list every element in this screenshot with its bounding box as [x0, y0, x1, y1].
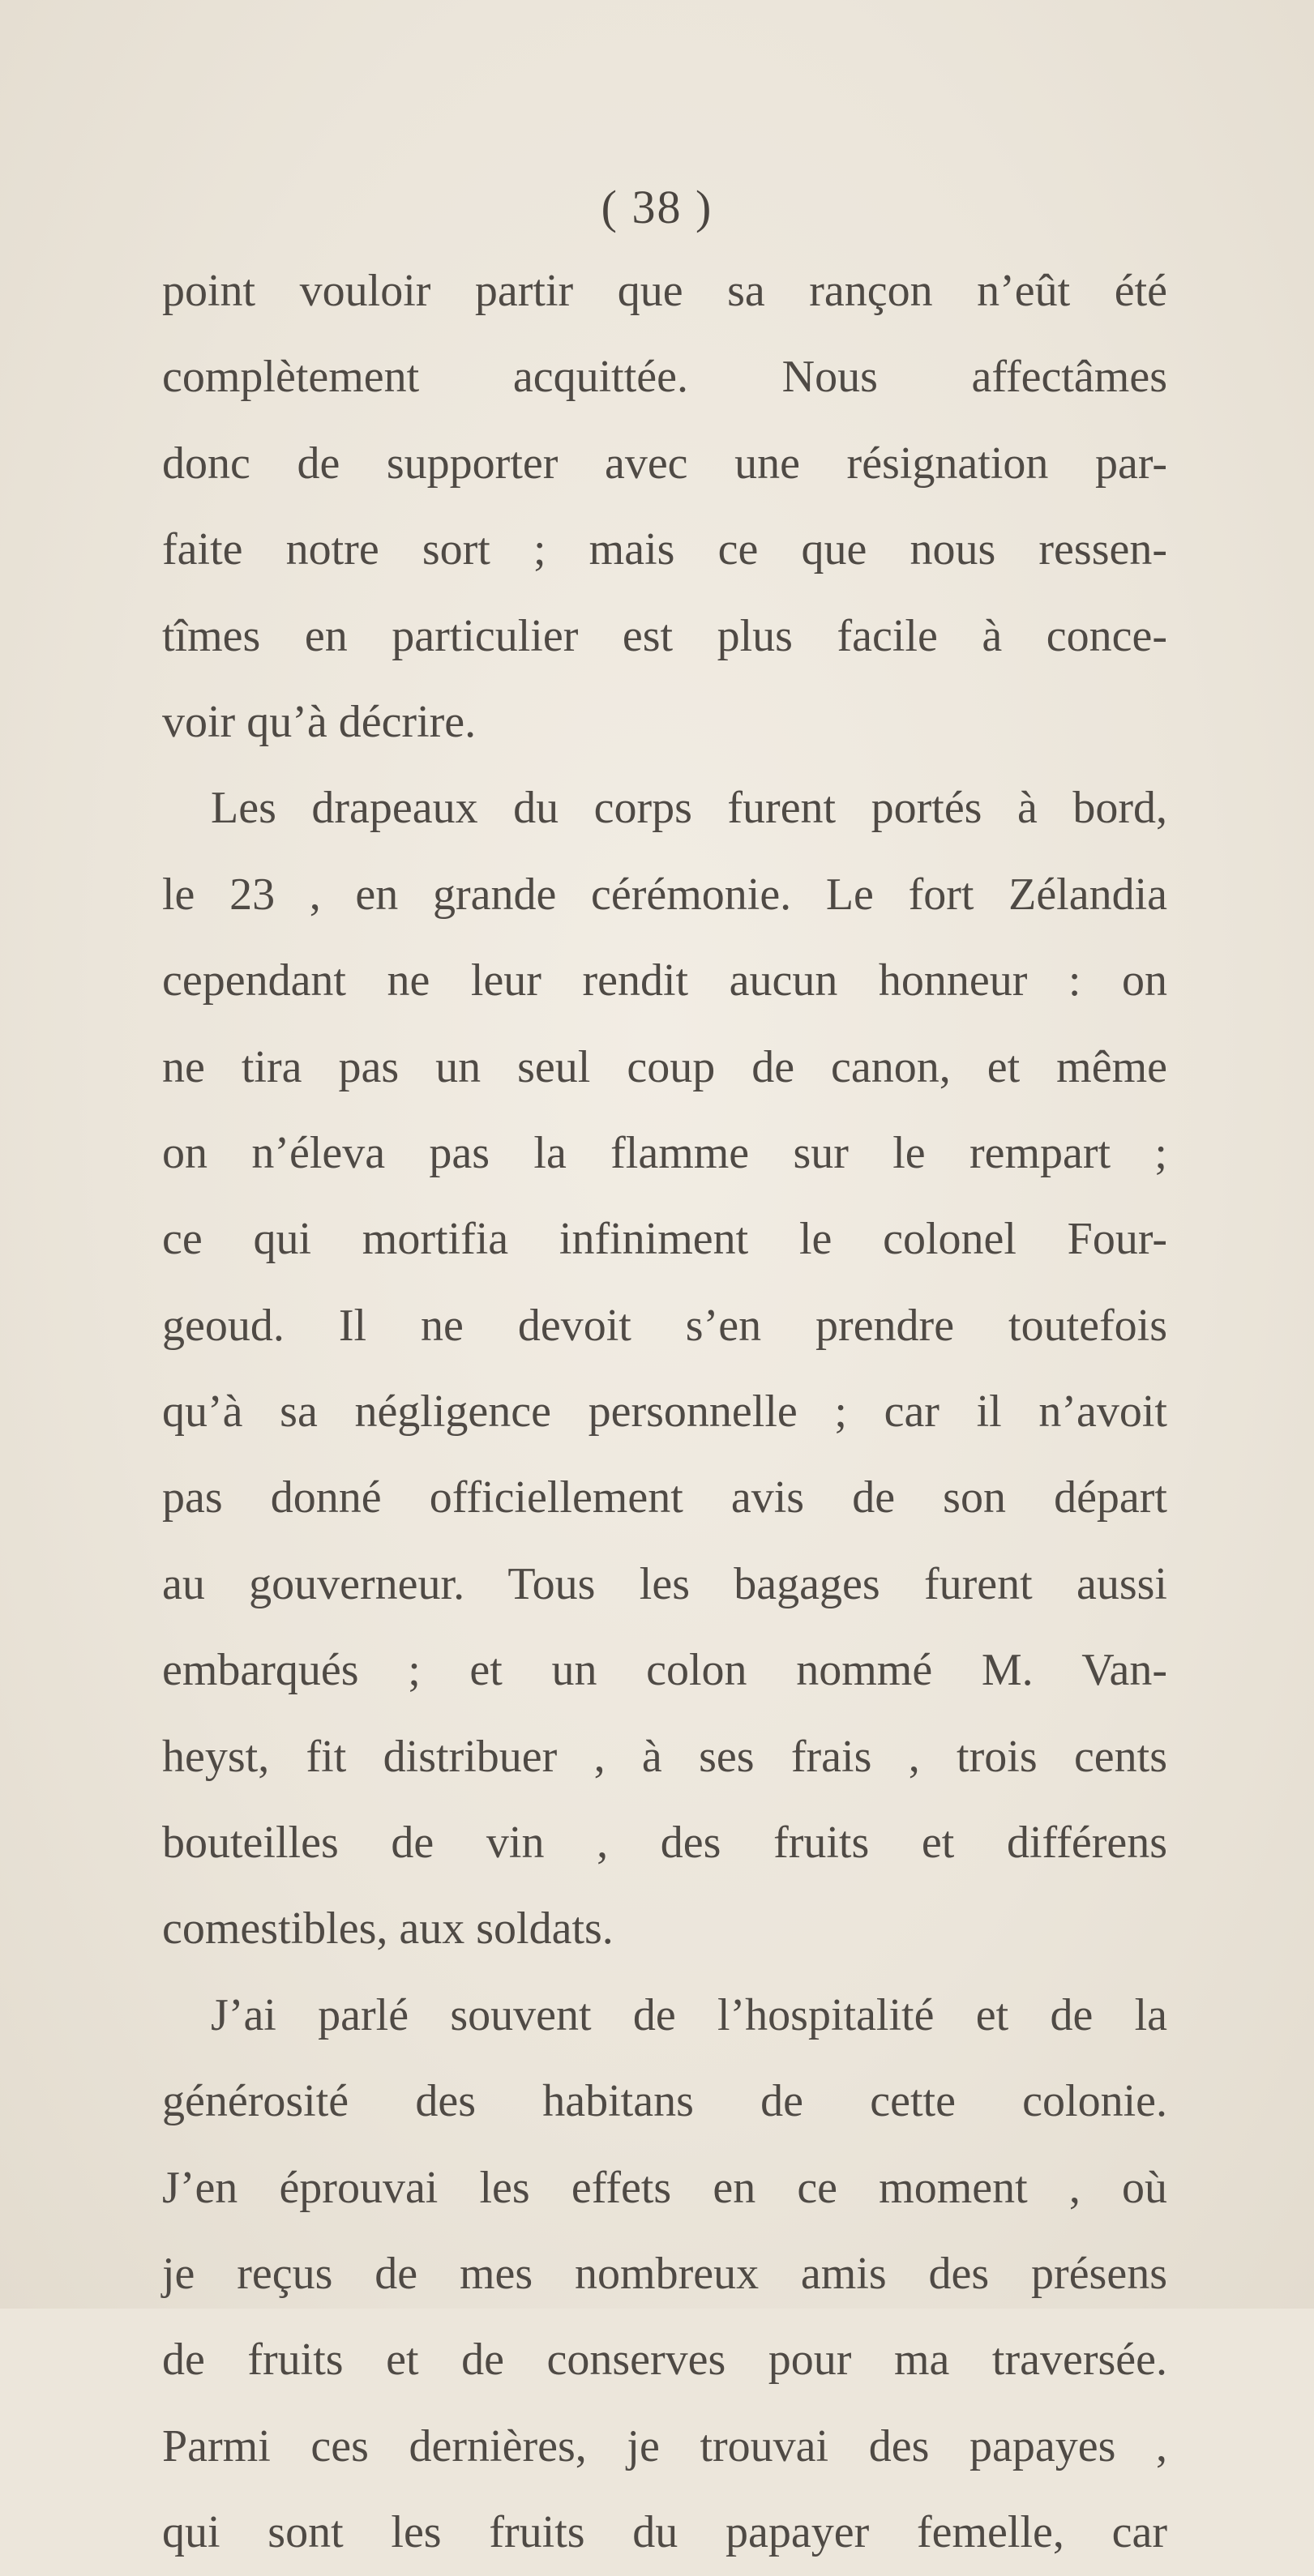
- text-line: J’ai parlé souvent de l’hospitalité et de la: [211, 1989, 1167, 2040]
- text-line: ce qui mortifia infiniment le colonel Four-: [162, 1214, 1167, 1265]
- text-line: complètement acquittée. Nous affectâmes: [162, 352, 1167, 403]
- text-line: qui sont les fruits du papayer femelle, car: [162, 2507, 1167, 2558]
- body-text: [162, 248, 1167, 2576]
- text-line: tîmes en particulier est plus facile à conce-: [162, 610, 1167, 661]
- text-line: J’en éprouvai les effets en ce moment , où: [162, 2162, 1167, 2213]
- text-line: Les drapeaux du corps furent portés à bord,: [211, 783, 1167, 834]
- text-line: je reçus de mes nombreux amis des présens: [162, 2248, 1167, 2299]
- text-line: voir qu’à décrire.: [162, 696, 477, 747]
- text-line: heyst, fit distribuer , à ses frais , trois cents: [162, 1731, 1167, 1782]
- text-line: pas donné officiellement avis de son départ: [162, 1472, 1167, 1523]
- text-line: le 23 , en grande cérémonie. Le fort Zélandia: [162, 869, 1167, 920]
- text-line: on n’éleva pas la flamme sur le rempart ;: [162, 1127, 1167, 1178]
- text-line: geoud. Il ne devoit s’en prendre toutefois: [162, 1300, 1167, 1351]
- text-line: cependant ne leur rendit aucun honneur : on: [162, 955, 1167, 1006]
- page-number: ( 38 ): [601, 181, 713, 233]
- text-line: au gouverneur. Tous les bagages furent aussi: [162, 1558, 1167, 1609]
- text-line: point vouloir partir que sa rançon n’eût été: [162, 266, 1167, 316]
- text-line: comestibles, aux soldats.: [162, 1903, 614, 1954]
- text-line: Parmi ces dernières, je trouvai des papayes ,: [162, 2420, 1167, 2471]
- text-line: ne tira pas un seul coup de canon, et même: [162, 1041, 1167, 1092]
- text-line: embarqués ; et un colon nommé M. Van-: [162, 1645, 1167, 1696]
- text-line: faite notre sort ; mais ce que nous ressen-: [162, 524, 1167, 575]
- text-line: qu’à sa négligence personnelle ; car il n’avoit: [162, 1386, 1167, 1438]
- text-line: bouteilles de vin , des fruits et différens: [162, 1818, 1167, 1869]
- text-line: donc de supporter avec une résignation par-: [162, 438, 1167, 489]
- text-line: générosité des habitans de cette colonie.: [162, 2076, 1167, 2127]
- text-line: de fruits et de conserves pour ma traversée.: [162, 2335, 1167, 2386]
